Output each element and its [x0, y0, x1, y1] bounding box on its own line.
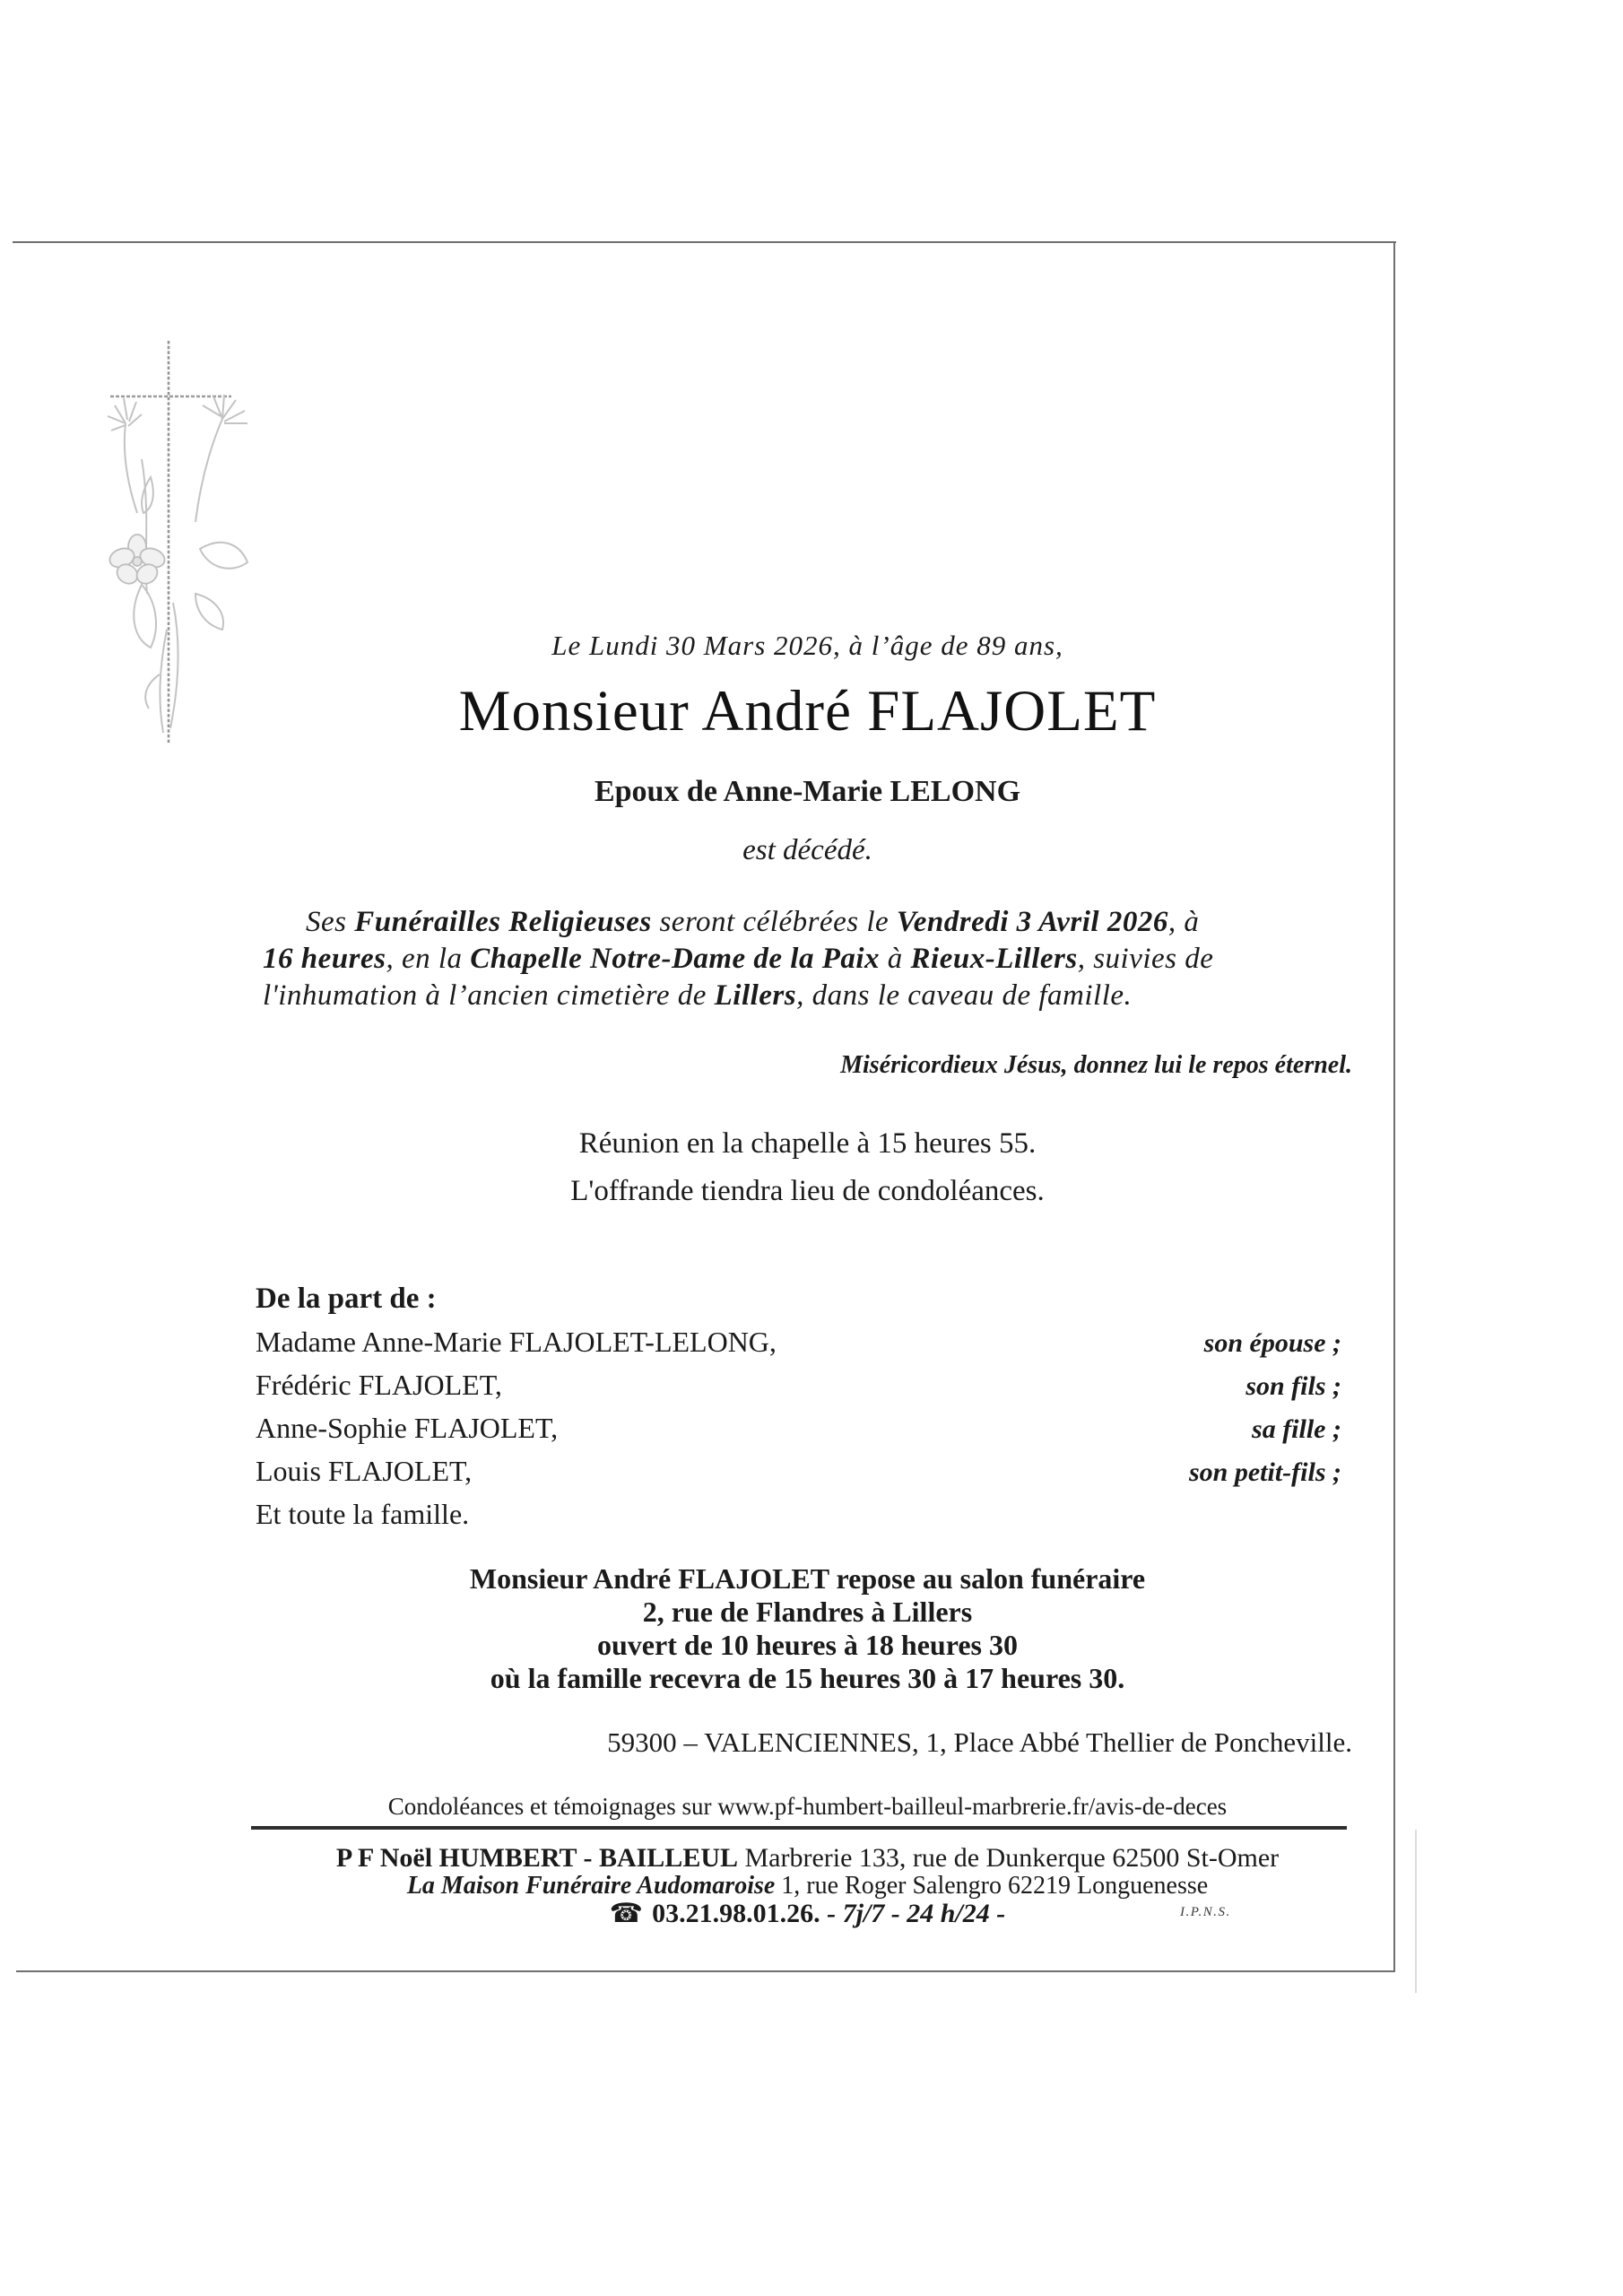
from-heading: De la part de :	[256, 1283, 437, 1315]
offering-line: L'offrande tiendra lieu de condoléances.	[570, 1175, 1045, 1207]
family-member-relation: son petit-fils ;	[1189, 1457, 1341, 1487]
phone-icon: ☎	[609, 1898, 644, 1929]
family-member-relation: son épouse ;	[1203, 1328, 1341, 1358]
frame-right-border	[1393, 241, 1395, 1972]
condolences-website-line: Condoléances et témoignages sur www.pf-humbert-bailleul-marbrerie.fr/avis-de-deces	[387, 1793, 1228, 1820]
funeral-details-paragraph	[263, 904, 1352, 1014]
family-member-name: Madame Anne-Marie FLAJOLET-LELONG,	[256, 1326, 777, 1358]
repose-line: où la famille recevra de 15 heures 30 à 17 heures 30.	[490, 1662, 1125, 1694]
family-row	[256, 1369, 1352, 1402]
death-date-line: Le Lundi 30 Mars 2026, à l’âge de 89 ans,	[551, 630, 1063, 661]
family-member-name: Louis FLAJOLET,	[256, 1455, 473, 1487]
funeral-paragraph-line: l'inhumation à l’ancien cimetière de Lillers, dans le caveau de famille.	[263, 979, 1133, 1012]
repose-location-block	[263, 1562, 1352, 1695]
spouse-line: Epoux de Anne-Marie LELONG	[594, 775, 1021, 808]
deceased-status-line: est décédé.	[742, 834, 872, 866]
funeral-home-line: P F Noël HUMBERT - BAILLEUL Marbrerie 133, rue de Dunkerque 62500 St-Omer	[335, 1843, 1280, 1873]
ipns-mention: I.P.N.S.	[1180, 1905, 1231, 1919]
cross-flowers-icon	[88, 334, 290, 755]
frame-top-border	[13, 241, 1396, 243]
family-member-name: Anne-Sophie FLAJOLET,	[256, 1412, 559, 1444]
repose-line: Monsieur André FLAJOLET repose au salon funéraire	[469, 1562, 1146, 1595]
family-row	[256, 1326, 1352, 1359]
family-member-name: Frédéric FLAJOLET,	[256, 1369, 502, 1401]
family-footer-line: Et toute la famille.	[256, 1498, 470, 1530]
scan-page-edge-shadow	[1415, 1830, 1417, 1993]
funeral-paragraph-line: Ses Funérailles Religieuses seront célébrées le Vendredi 3 Avril 2026, à	[306, 906, 1200, 938]
phone-number-and-hours: 03.21.98.01.26. - 7j/7 - 24 h/24 -	[652, 1899, 1006, 1928]
funeral-home-line2: La Maison Funéraire Audomaroise 1, rue Roger Salengro 62219 Longuenesse	[406, 1872, 1209, 1900]
prayer-line: Miséricordieux Jésus, donnez lui le repos éternel.	[840, 1051, 1352, 1079]
repose-line: ouvert de 10 heures à 18 heures 30	[596, 1629, 1018, 1661]
family-member-relation: son fils ;	[1245, 1371, 1341, 1401]
valenciennes-address-line: 59300 – VALENCIENNES, 1, Place Abbé Thellier de Poncheville.	[607, 1726, 1352, 1758]
funeral-paragraph-line: 16 heures, en la Chapelle Notre-Dame de la Paix à Rieux-Lillers, suivies de	[263, 943, 1214, 975]
family-row	[256, 1412, 1352, 1445]
frame-bottom-border	[16, 1970, 1395, 1972]
footer-separator-rule	[251, 1826, 1347, 1830]
family-row	[256, 1455, 1352, 1488]
deceased-name: Monsieur André FLAJOLET	[458, 679, 1157, 744]
repose-line: 2, rue de Flandres à Lillers	[642, 1596, 973, 1628]
family-member-relation: sa fille ;	[1252, 1414, 1341, 1444]
chapel-meeting-line: Réunion en la chapelle à 15 heures 55.	[578, 1127, 1037, 1160]
